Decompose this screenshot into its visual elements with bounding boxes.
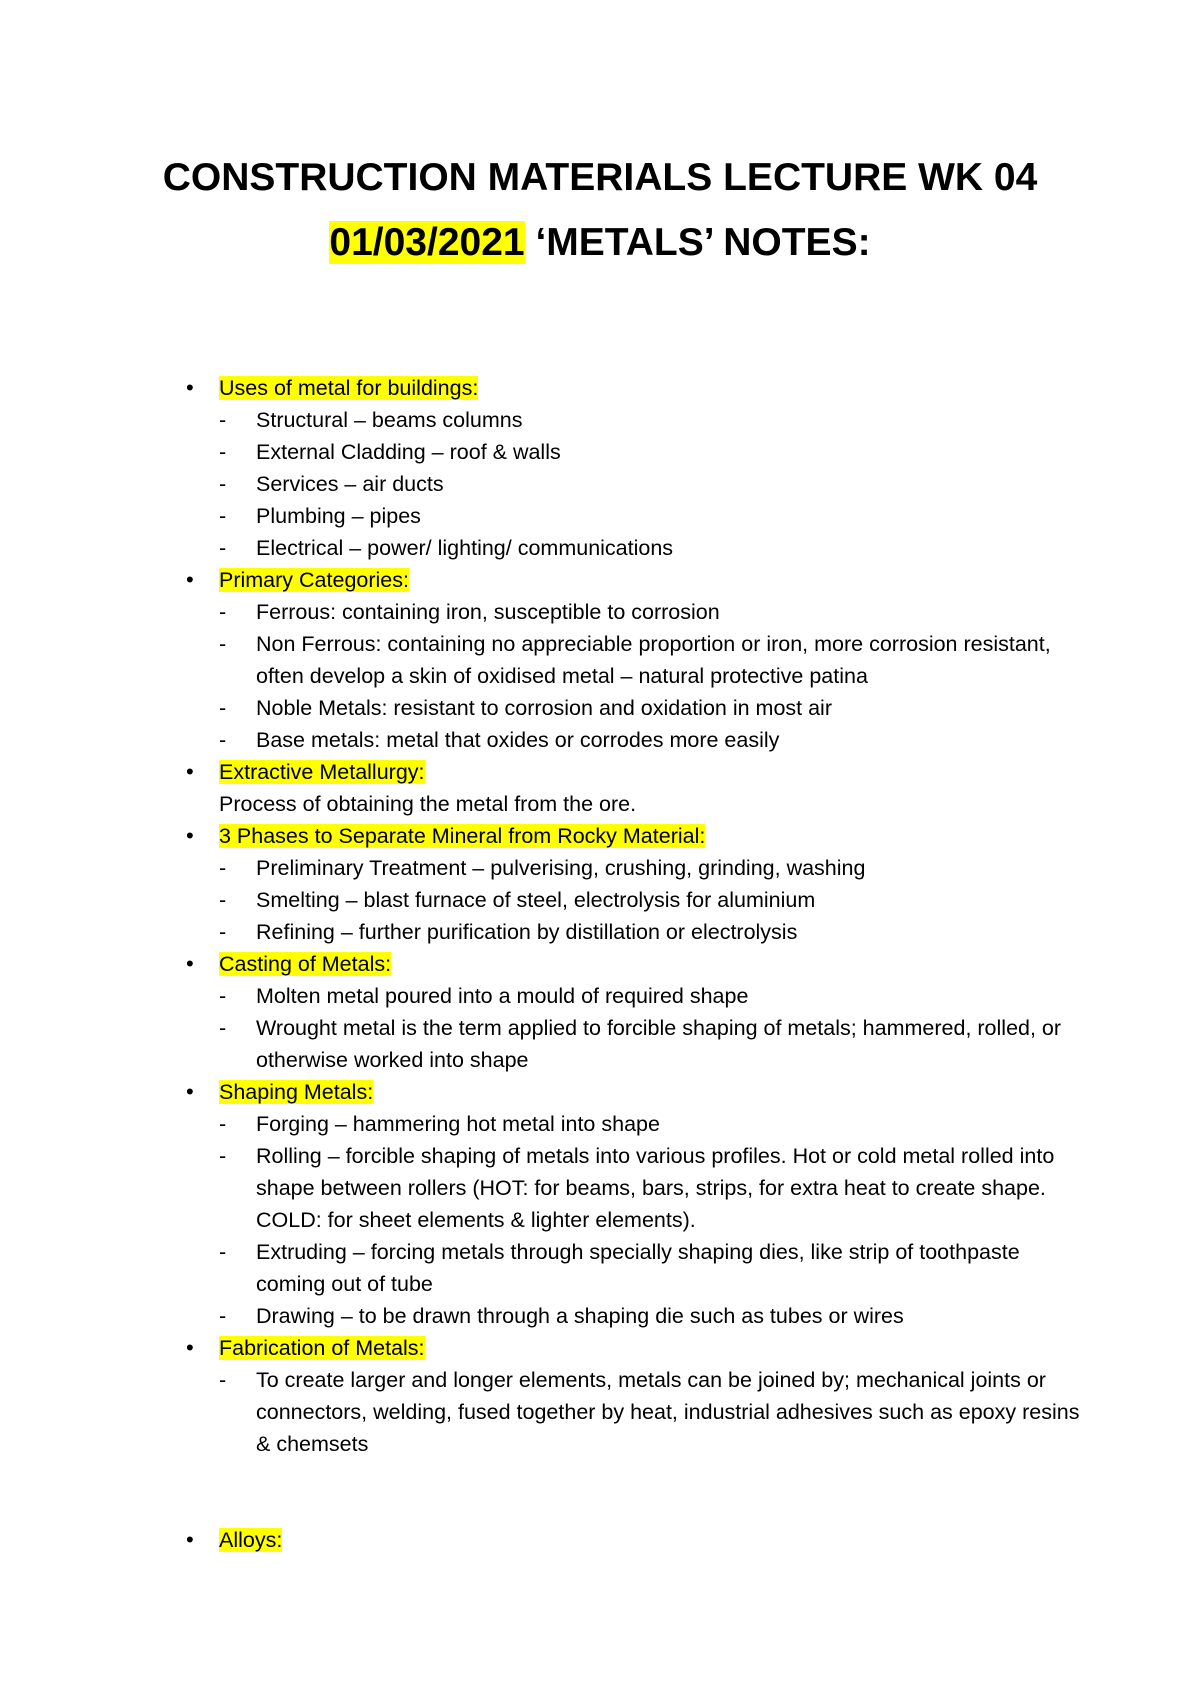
dash-icon: - (219, 1240, 227, 1264)
dash-icon: - (219, 1112, 227, 1136)
list-item: - Ferrous: containing iron, susceptible to corrosion (180, 596, 1080, 628)
list-item: - Plumbing – pipes (180, 500, 1080, 532)
section-three-phases (180, 820, 1080, 948)
bullet-icon: • (186, 823, 194, 848)
list-item: - External Cladding – roof & walls (180, 436, 1080, 468)
dash-icon: - (219, 1368, 227, 1392)
notes-content (180, 372, 1080, 1556)
bullet-icon: • (186, 1527, 194, 1552)
bullet-icon: • (186, 567, 194, 592)
dash-icon: - (219, 728, 227, 752)
list-item: - Rolling – forcible shaping of metals into various profiles. Hot or cold metal rolled into shape between rollers (HOT: for beams, bars, strips, for extra heat to create shape. COLD: for sheet elements & lighter elements). (180, 1140, 1080, 1236)
section-extractive-metallurgy (180, 756, 1080, 820)
section-heading: • Casting of Metals: (180, 948, 1080, 980)
list-item: - Wrought metal is the term applied to forcible shaping of metals; hammered, rolled, or otherwise worked into shape (180, 1012, 1080, 1076)
list-item: - Molten metal poured into a mould of required shape (180, 980, 1080, 1012)
dash-icon: - (219, 1304, 227, 1328)
dash-icon: - (219, 1016, 227, 1040)
dash-icon: - (219, 920, 227, 944)
dash-icon: - (219, 888, 227, 912)
bullet-icon: • (186, 1335, 194, 1360)
title-date: 01/03/2021 (329, 221, 525, 264)
bullet-icon: • (186, 375, 194, 400)
section-heading: • Alloys: (180, 1524, 1080, 1556)
list-item: - Services – air ducts (180, 468, 1080, 500)
title-subject: ‘METALS’ NOTES: (524, 221, 871, 264)
list-item: - Extruding – forcing metals through specially shaping dies, like strip of toothpaste coming out of tube (180, 1236, 1080, 1300)
section-primary-categories (180, 564, 1080, 756)
list-item: - Forging – hammering hot metal into shape (180, 1108, 1080, 1140)
list-item: - Smelting – blast furnace of steel, electrolysis for aluminium (180, 884, 1080, 916)
section-heading: • 3 Phases to Separate Mineral from Rocky Material: (180, 820, 1080, 852)
section-heading: • Fabrication of Metals: (180, 1332, 1080, 1364)
section-heading: • Uses of metal for buildings: (180, 372, 1080, 404)
list-item: - To create larger and longer elements, metals can be joined by; mechanical joints or connectors, welding, fused together by heat, industrial adhesives such as epoxy resins & chemsets (180, 1364, 1080, 1460)
dash-icon: - (219, 408, 227, 432)
section-heading: • Shaping Metals: (180, 1076, 1080, 1108)
dash-icon: - (219, 632, 227, 656)
list-item: - Non Ferrous: containing no appreciable proportion or iron, more corrosion resistant, often develop a skin of oxidised metal – natural protective patina (180, 628, 1080, 692)
section-fabrication-of-metals (180, 1332, 1080, 1460)
list-item: - Preliminary Treatment – pulverising, crushing, grinding, washing (180, 852, 1080, 884)
list-item: - Electrical – power/ lighting/ communications (180, 532, 1080, 564)
dash-icon: - (219, 856, 227, 880)
list-item: - Drawing – to be drawn through a shaping die such as tubes or wires (180, 1300, 1080, 1332)
section-uses-of-metal (180, 372, 1080, 564)
dash-icon: - (219, 440, 227, 464)
dash-icon: - (219, 696, 227, 720)
section-alloys (180, 1524, 1080, 1556)
section-heading: • Primary Categories: (180, 564, 1080, 596)
bullet-icon: • (186, 951, 194, 976)
blank-space (180, 1460, 1080, 1524)
dash-icon: - (219, 504, 227, 528)
document-title-line-2 (0, 219, 1200, 267)
section-shaping-metals (180, 1076, 1080, 1332)
bullet-icon: • (186, 1079, 194, 1104)
list-item: - Base metals: metal that oxides or corrodes more easily (180, 724, 1080, 756)
dash-icon: - (219, 1144, 227, 1168)
list-item: - Structural – beams columns (180, 404, 1080, 436)
section-text: Process of obtaining the metal from the ore. (219, 792, 637, 816)
list-item: - Refining – further purification by distillation or electrolysis (180, 916, 1080, 948)
bullet-icon: • (186, 759, 194, 784)
document-title-line-1 (0, 154, 1200, 202)
dash-icon: - (219, 536, 227, 560)
title-text: CONSTRUCTION MATERIALS LECTURE WK 04 (162, 156, 1038, 199)
dash-icon: - (219, 984, 227, 1008)
list-item: - Noble Metals: resistant to corrosion and oxidation in most air (180, 692, 1080, 724)
section-heading: • Extractive Metallurgy: (180, 756, 1080, 788)
section-casting-of-metals (180, 948, 1080, 1076)
dash-icon: - (219, 600, 227, 624)
dash-icon: - (219, 472, 227, 496)
